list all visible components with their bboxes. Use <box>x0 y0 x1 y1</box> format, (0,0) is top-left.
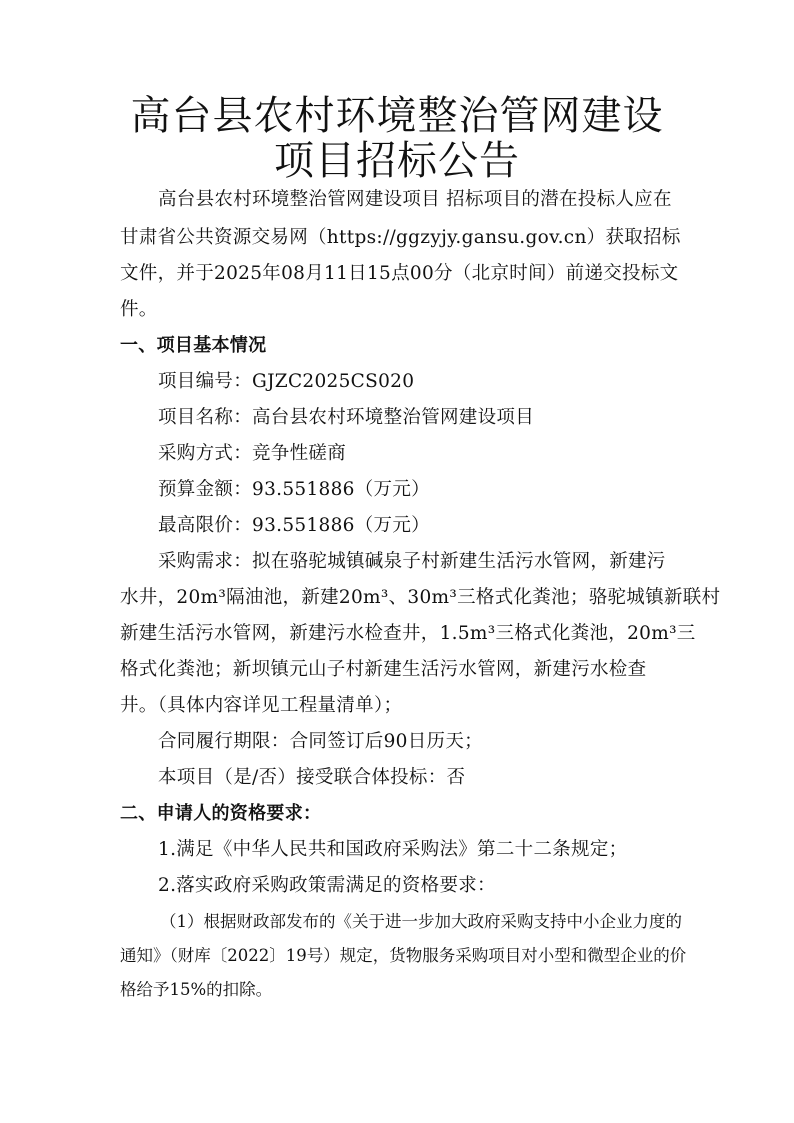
qualification-item: 1.满足《中华人民共和国政府采购法》第二十二条规定； <box>158 839 628 860</box>
intro-line: 甘肃省公共资源交易网（https://ggzyjy.gansu.gov.cn）获取招标 <box>120 227 681 248</box>
requirement-line: 新建生活污水管网，新建污水检查井，1.5m³三格式化粪池，20m³三 <box>120 623 696 644</box>
intro-line: 高台县农村环境整治管网建设项目 招标项目的潜在投标人应在 <box>158 189 672 210</box>
policy-line: 格给予15%的扣除。 <box>120 980 273 999</box>
requirement-line: 采购需求：拟在骆驼城镇碱泉子村新建生活污水管网，新建污 <box>158 551 666 572</box>
qualification-item: 2.落实政府采购政策需满足的资格要求： <box>158 875 496 896</box>
contract-period: 合同履行期限：合同签订后90日历天； <box>158 731 483 752</box>
policy-line: 通知》（财库〔2022〕19号）规定，货物服务采购项目对小型和微型企业的价 <box>120 946 687 965</box>
section-heading-basic-info: 一、项目基本情况 <box>120 335 267 356</box>
consortium-bid: 本项目（是/否）接受联合体投标：否 <box>158 767 466 788</box>
document-title-line-1: 高台县农村环境整治管网建设 <box>130 93 664 139</box>
intro-line: 文件，并于2025年08月11日15点00分（北京时间）前递交投标文 <box>120 263 679 284</box>
procurement-method: 采购方式：竞争性磋商 <box>158 443 347 464</box>
project-name: 项目名称：高台县农村环境整治管网建设项目 <box>158 407 535 428</box>
budget-amount: 预算金额：93.551886（万元） <box>158 479 430 500</box>
max-price: 最高限价：93.551886（万元） <box>158 515 430 536</box>
intro-line: 件。 <box>120 299 158 320</box>
section-heading-qualifications: 二、申请人的资格要求： <box>120 803 322 824</box>
project-number: 项目编号：GJZC2025CS020 <box>158 371 415 392</box>
policy-line: （1）根据财政部发布的《关于进一步加大政府采购支持中小企业力度的 <box>160 912 682 931</box>
document-title-line-2: 项目招标公告 <box>274 138 520 184</box>
requirement-line: 水井，20m³隔油池，新建20m³、30m³三格式化粪池；骆驼城镇新联村 <box>120 587 721 608</box>
requirement-line: 格式化粪池；新坝镇元山子村新建生活污水管网，新建污水检查 <box>120 659 647 680</box>
requirement-line: 井。（具体内容详见工程量清单）； <box>120 695 403 716</box>
